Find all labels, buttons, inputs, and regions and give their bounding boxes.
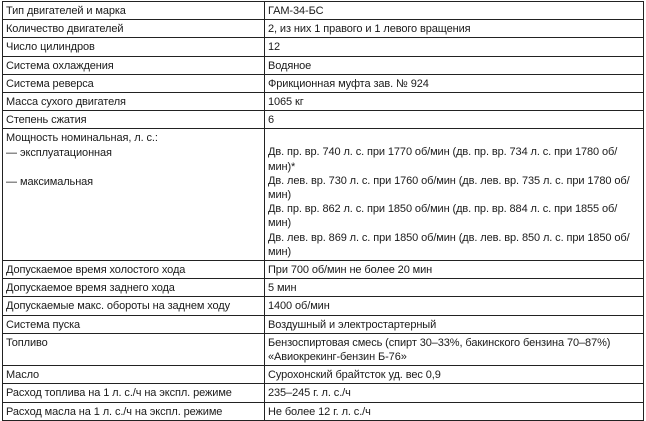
power-value: Дв. лев. вр. 730 л. с. при 1760 об/мин (дв. лев. вр. 735 л. с. при 1780 об/мин) — [268, 174, 630, 202]
row-value: 1400 об/мин — [265, 297, 644, 315]
power-sub-maximum — [6, 175, 261, 189]
row-value: Воздушный и электростартерный — [265, 315, 644, 333]
row-label: Расход топлива на 1 л. с./ч на экспл. режиме — [3, 384, 265, 402]
row-label: Допускаемое время холостого хода — [3, 261, 265, 279]
table-row — [3, 333, 644, 365]
row-label: Система реверса — [3, 74, 265, 92]
row-label: Расход масла на 1 л. с./ч на экспл. режиме — [3, 402, 265, 420]
row-value: 2, из них 1 правого и 1 левого вращения — [265, 20, 644, 38]
row-label: Допускаемое время заднего хода — [3, 279, 265, 297]
table-row — [3, 297, 644, 315]
row-value: Водяное — [265, 56, 644, 74]
table-row — [3, 56, 644, 74]
row-label: Система пуска — [3, 315, 265, 333]
power-values-cell — [265, 129, 644, 261]
table-row — [3, 261, 644, 279]
row-label: Масло — [3, 366, 265, 384]
row-value: При 700 об/мин не более 20 мин — [265, 261, 644, 279]
power-value: Дв. лев. вр. 869 л. с. при 1850 об/мин (дв. лев. вр. 850 л. с. при 1850 об/мин) — [268, 231, 630, 258]
power-label-cell — [3, 129, 265, 261]
power-value: Дв. пр. вр. 862 л. с. при 1850 об/мин (дв. пр. вр. 884 л. с. при 1855 об/мин) — [268, 203, 618, 230]
row-label: Количество двигателей — [3, 20, 265, 38]
row-value: Сурохонский брайтсток уд. вес 0,9 — [265, 366, 644, 384]
row-label: Степень сжатия — [3, 111, 265, 129]
row-value: Фрикционная муфта зав. № 924 — [265, 74, 644, 92]
row-value: 1065 кг — [265, 93, 644, 111]
table-row — [3, 20, 644, 38]
row-value: 6 — [265, 111, 644, 129]
row-label: Система охлаждения — [3, 56, 265, 74]
engine-spec-table — [2, 1, 644, 421]
row-label: Тип двигателей и марка — [3, 2, 265, 20]
power-sub-maximum-label: максимальная — [20, 175, 94, 188]
dash: — — [6, 175, 17, 188]
table-row — [3, 384, 644, 402]
table-row — [3, 402, 644, 420]
row-value: 12 — [265, 38, 644, 56]
row-value: 235–245 г. л. с./ч — [265, 384, 644, 402]
dash: — — [6, 146, 17, 159]
power-value: Дв. пр. вр. 740 л. с. при 1770 об/мин (дв. пр. вр. 734 л. с. при 1780 об/мин)* — [268, 146, 618, 173]
row-value: ГАМ-34-БС — [265, 2, 644, 20]
row-label: Число цилиндров — [3, 38, 265, 56]
row-value: Бензоспиртовая смесь (спирт 30–33%, бакинского бензина 70–87%) «Авиокрекинг-бензин Б-76» — [265, 333, 644, 365]
table-row — [3, 315, 644, 333]
table-row — [3, 366, 644, 384]
row-label: Масса сухого двигателя — [3, 93, 265, 111]
table-row — [3, 93, 644, 111]
power-sub-operational — [6, 146, 261, 160]
power-sub-operational-label: эксплуатационная — [20, 146, 112, 159]
table-row — [3, 2, 644, 20]
row-value: 5 мин — [265, 279, 644, 297]
power-row — [3, 129, 644, 261]
row-value: Не более 12 г. л. с./ч — [265, 402, 644, 420]
table-row — [3, 111, 644, 129]
power-label: Мощность номинальная, л. с.: — [6, 132, 158, 145]
row-label: Топливо — [3, 333, 265, 365]
table-row — [3, 74, 644, 92]
table-row — [3, 38, 644, 56]
table-row — [3, 279, 644, 297]
row-label: Допускаемые макс. обороты на заднем ходу — [3, 297, 265, 315]
